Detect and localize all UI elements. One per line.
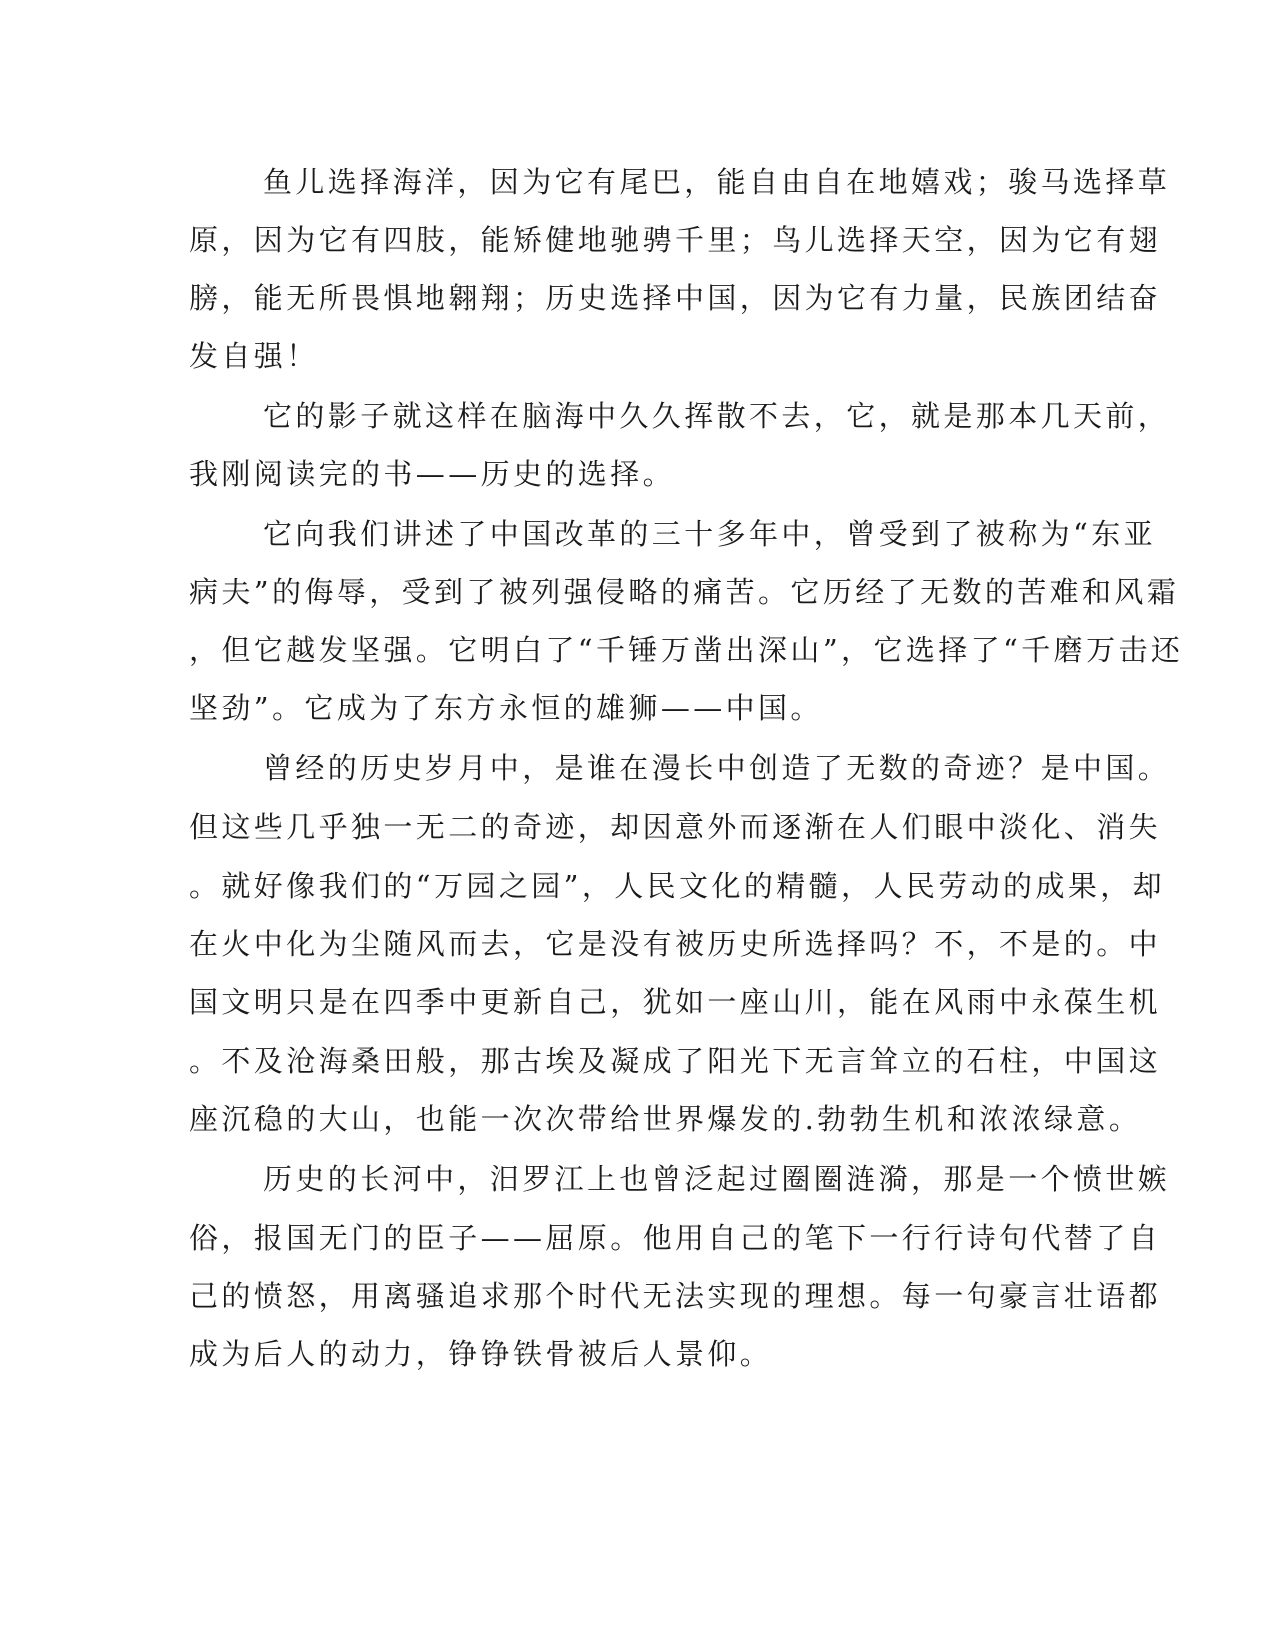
paragraph-1-line-4: 发自强！ [189,339,319,373]
paragraph-5-line-2: 俗，报国无门的臣子——屈原。他用自己的笔下一行行诗句代替了自 [189,1221,1162,1255]
paragraph-1-line-3: 膀，能无所畏惧地翱翔；历史选择中国，因为它有力量，民族团结奋 [189,281,1162,315]
paragraph-4-line-2: 但这些几乎独一无二的奇迹，却因意外而逐渐在人们眼中淡化、消失 [189,810,1162,844]
paragraph-2-line-2: 我刚阅读完的书——历史的选择。 [189,457,676,491]
paragraph-4-line-6: 。不及沧海桑田般，那古埃及凝成了阳光下无言耸立的石柱，中国这 [189,1044,1162,1078]
paragraph-4-line-4: 在火中化为尘随风而去，它是没有被历史所选择吗？不，不是的。中 [189,927,1162,961]
paragraph-5-line-4: 成为后人的动力，铮铮铁骨被后人景仰。 [189,1337,773,1371]
paragraph-4-line-3: 。就好像我们的“万园之园”，人民文化的精髓，人民劳动的成果，却 [189,869,1166,903]
paragraph-5-line-1: 历史的长河中，汨罗江上也曾泛起过圈圈涟漪，那是一个愤世嫉 [263,1162,1171,1196]
paragraph-3-line-3: ，但它越发坚强。它明白了“千锤万凿出深山”，它选择了“千磨万击还 [189,633,1184,667]
paragraph-2-line-1: 它的影子就这样在脑海中久久挥散不去，它，就是那本几天前， [263,399,1171,433]
paragraph-1-line-1: 鱼儿选择海洋，因为它有尾巴，能自由自在地嬉戏；骏马选择草 [263,165,1171,199]
paragraph-4-line-1: 曾经的历史岁月中，是谁在漫长中创造了无数的奇迹？是中国。 [263,751,1171,785]
paragraph-4-line-5: 国文明只是在四季中更新自己，犹如一座山川，能在风雨中永葆生机 [189,985,1162,1019]
paragraph-3-line-1: 它向我们讲述了中国改革的三十多年中，曾受到了被称为“东亚 [263,517,1157,551]
paragraph-3-line-2: 病夫”的侮辱，受到了被列强侵略的痛苦。它历经了无数的苦难和风霜 [189,575,1180,609]
paragraph-4-line-7: 座沉稳的大山，也能一次次带给世界爆发的.勃勃生机和浓浓绿意。 [189,1102,1142,1136]
paragraph-5-line-3: 己的愤怒，用离骚追求那个时代无法实现的理想。每一句豪言壮语都 [189,1279,1162,1313]
paragraph-3-line-4: 坚劲”。它成为了东方永恒的雄狮——中国。 [189,691,823,725]
paragraph-1-line-2: 原，因为它有四肢，能矫健地驰骋千里；鸟儿选择天空，因为它有翅 [189,223,1162,257]
